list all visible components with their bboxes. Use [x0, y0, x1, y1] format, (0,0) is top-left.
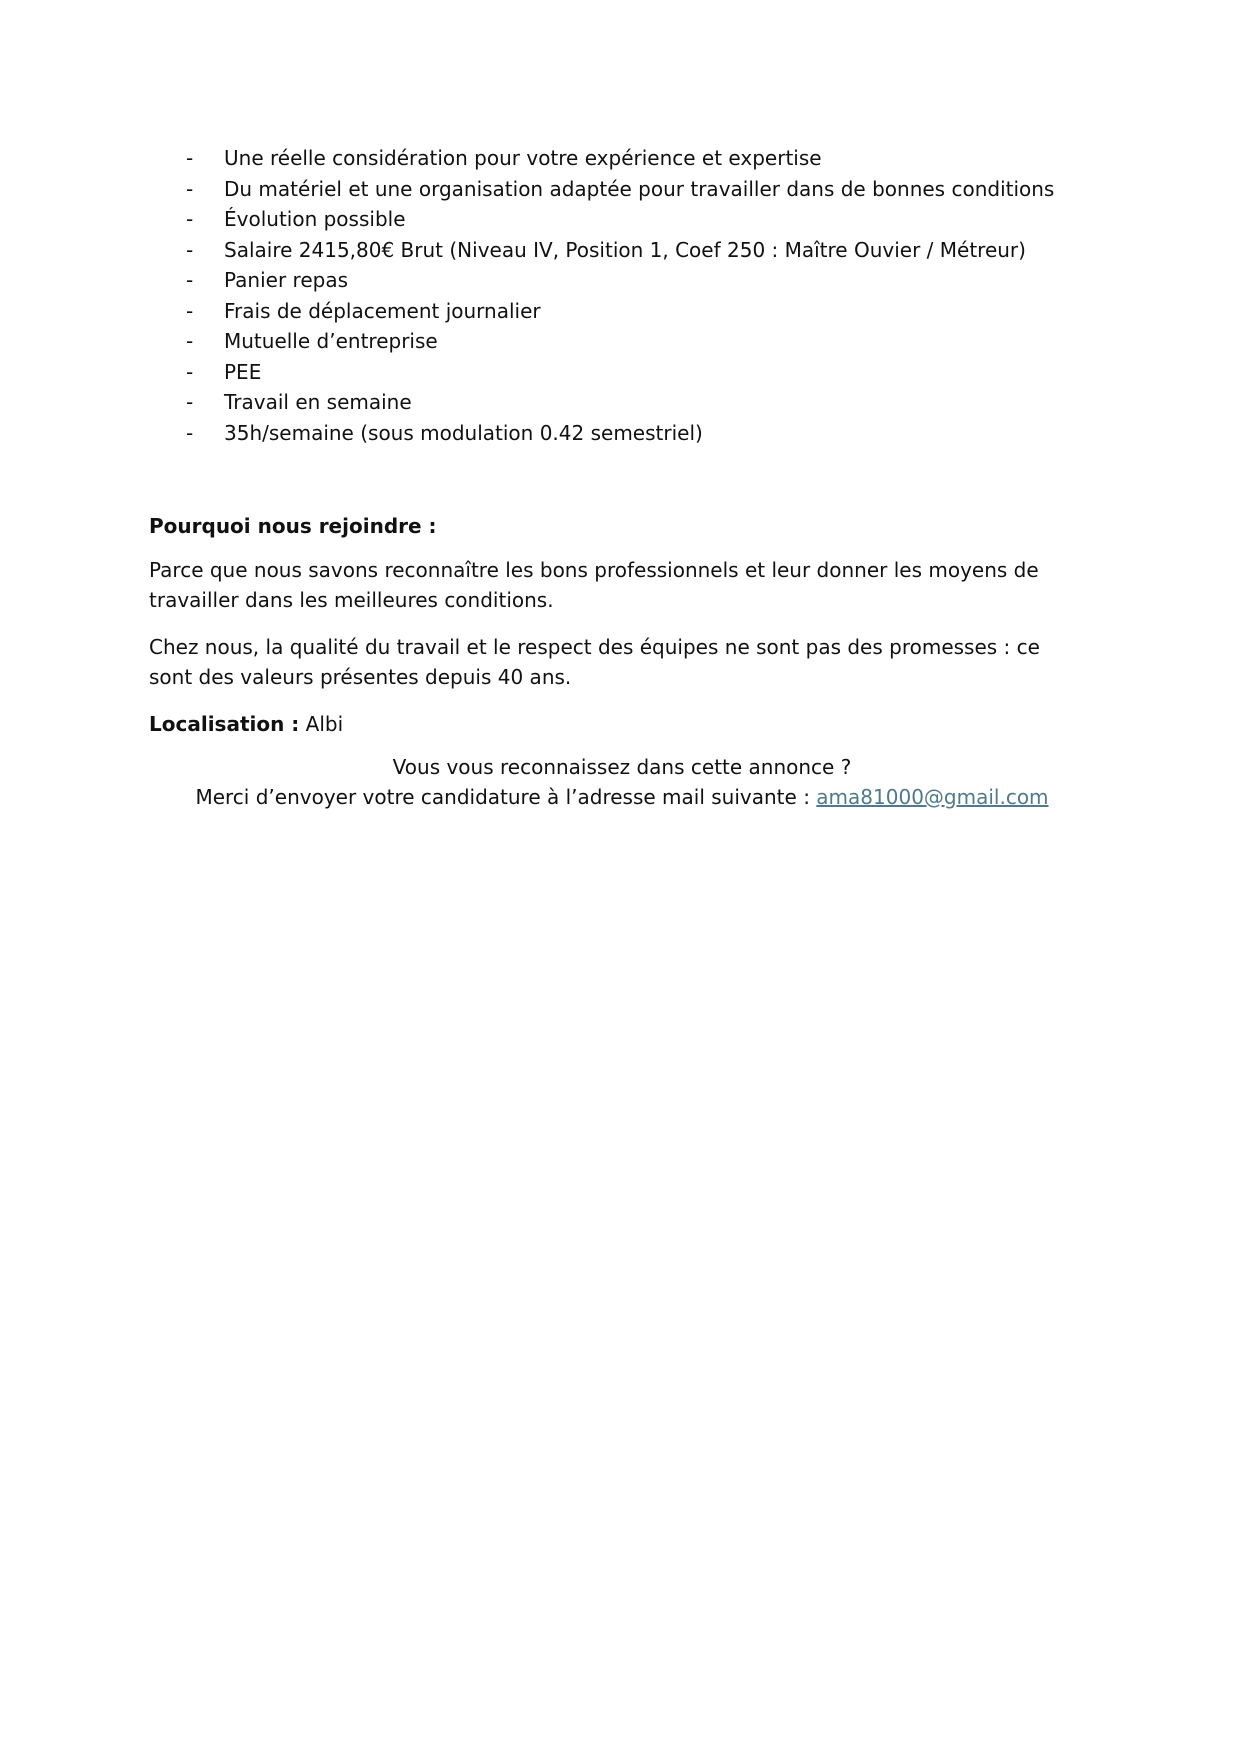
- bullet-dash: -: [186, 237, 194, 262]
- list-item: [149, 387, 1089, 418]
- bullet-dash: -: [186, 176, 194, 201]
- benefit-text: Mutuelle d’entreprise: [224, 329, 438, 353]
- list-item: [149, 357, 1089, 388]
- list-item: [149, 235, 1089, 266]
- location-label: Localisation :: [149, 712, 300, 736]
- benefit-text: Panier repas: [224, 268, 348, 292]
- benefit-text: Du matériel et une organisation adaptée pour travailler dans de bonnes conditions: [224, 176, 1055, 201]
- bullet-dash: -: [186, 420, 194, 445]
- cta-question: Vous vous reconnaissez dans cette annonce ?: [392, 755, 852, 779]
- location-value: Albi: [305, 712, 344, 736]
- bullet-dash: -: [186, 390, 194, 414]
- list-item: [149, 265, 1089, 296]
- list-item: [149, 418, 1089, 449]
- benefit-text: Salaire 2415,80€ Brut (Niveau IV, Position 1, Coef 250 : Maître Ouvier / Métreur): [224, 237, 1026, 262]
- list-item: [149, 204, 1089, 235]
- bullet-dash: -: [186, 359, 194, 384]
- why-join-paragraph-2: Chez nous, la qualité du travail et le respect des équipes ne sont pas des promesses : ce sont des valeurs présentes depuis 40 ans.: [149, 635, 1040, 689]
- list-item: [149, 143, 1089, 174]
- benefit-text: PEE: [224, 359, 262, 384]
- benefit-text: Évolution possible: [224, 207, 406, 231]
- bullet-dash: -: [186, 146, 194, 170]
- why-join-heading: Pourquoi nous rejoindre :: [149, 514, 437, 538]
- bullet-dash: -: [186, 329, 194, 353]
- list-item: [149, 326, 1089, 357]
- cta-instruction-text: Merci d’envoyer votre candidature à l’adresse mail suivante :: [195, 785, 810, 809]
- benefits-list: [149, 143, 1089, 448]
- call-to-action: [149, 752, 1095, 812]
- bullet-dash: -: [186, 207, 194, 231]
- list-item: [149, 174, 1089, 205]
- cta-instruction: [149, 782, 1095, 812]
- email-link[interactable]: ama81000@gmail.com: [816, 785, 1049, 809]
- location-line: [149, 709, 1089, 739]
- bullet-dash: -: [186, 268, 194, 292]
- benefit-text: 35h/semaine (sous modulation 0.42 semestriel): [224, 420, 703, 445]
- list-item: [149, 296, 1089, 327]
- bullet-dash: -: [186, 298, 194, 323]
- why-join-paragraph-1: Parce que nous savons reconnaître les bons professionnels et leur donner les moyens de travailler dans les meilleures conditions.: [149, 558, 1039, 612]
- benefit-text: Une réelle considération pour votre expérience et expertise: [224, 146, 822, 170]
- benefit-text: Travail en semaine: [224, 390, 412, 414]
- document-content: [149, 143, 1089, 812]
- benefit-text: Frais de déplacement journalier: [224, 298, 541, 323]
